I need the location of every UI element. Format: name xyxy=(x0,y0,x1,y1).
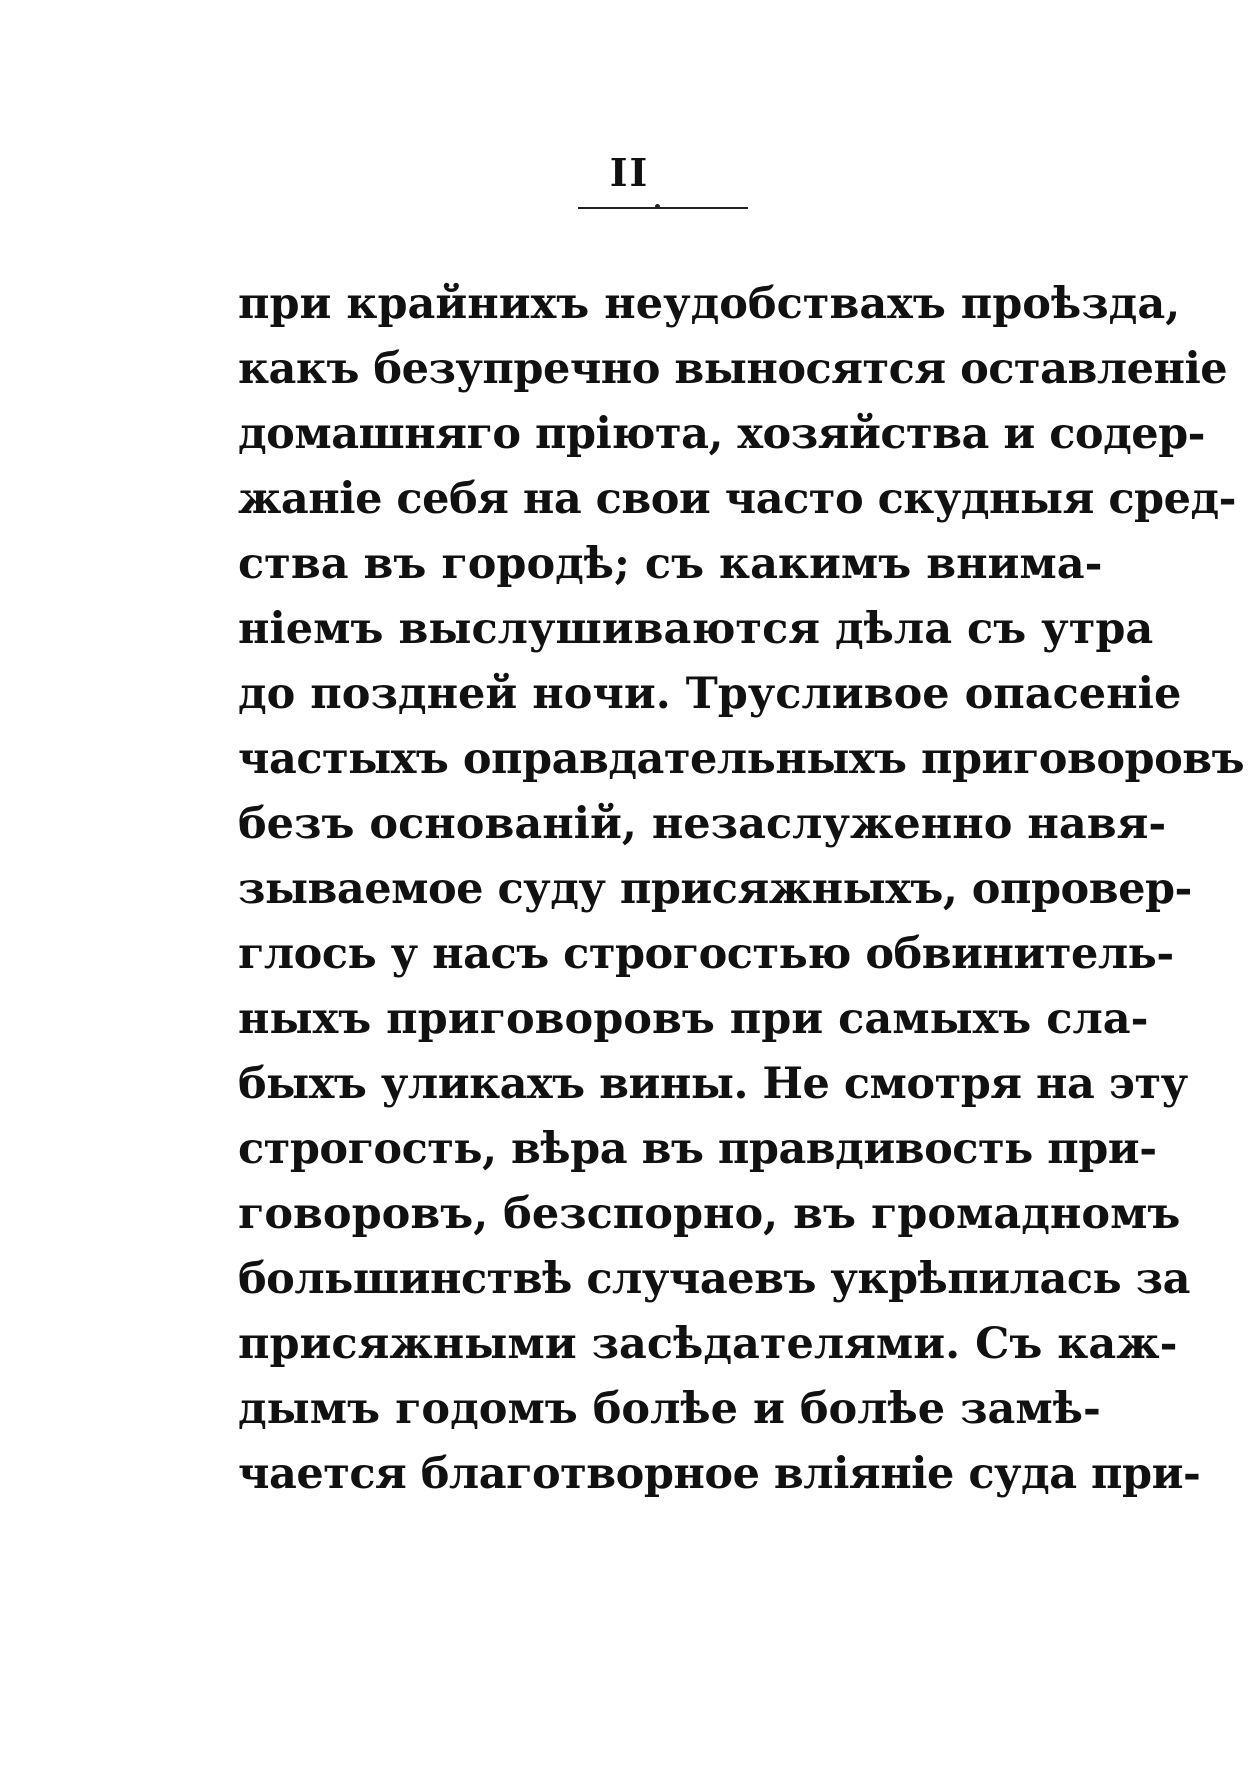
text-line: безъ основаній, незаслуженно навя- xyxy=(238,799,1167,849)
text-line: быхъ уликахъ вины. Не смотря на эту xyxy=(238,1059,1188,1109)
text-line: ніемъ выслушиваются дѣла съ утра xyxy=(238,604,1154,654)
text-line: жаніе себя на свои часто скудныя сред- xyxy=(238,474,1236,524)
text-line: домашняго пріюта, хозяйства и содер- xyxy=(238,409,1206,459)
text-line: зываемое суду присяжныхъ, опровер- xyxy=(238,864,1192,914)
header-rule xyxy=(578,207,748,209)
text-line: ныхъ приговоровъ при самыхъ сла- xyxy=(238,994,1149,1044)
text-line: при крайнихъ неудобствахъ проѣзда, xyxy=(238,279,1181,329)
body-text xyxy=(238,272,1245,1507)
header-rule-dot xyxy=(655,204,660,209)
text-line: какъ безупречно выносятся оставленіе xyxy=(238,344,1228,394)
text-line: большинствѣ случаевъ укрѣпилась за xyxy=(238,1254,1190,1304)
text-line: чается благотворное вліяніе суда при- xyxy=(238,1449,1201,1499)
text-line: говоровъ, безспорно, въ громадномъ xyxy=(238,1189,1181,1239)
text-line: глось у насъ строгостью обвинитель- xyxy=(238,929,1174,979)
text-line: присяжными засѣдателями. Съ каж- xyxy=(238,1319,1178,1369)
page-number: II xyxy=(609,150,650,195)
text-line: дымъ годомъ болѣе и болѣе замѣ- xyxy=(238,1384,1101,1434)
text-line: строгость, вѣра въ правдивость при- xyxy=(238,1124,1157,1174)
text-line: до поздней ночи. Трусливое опасеніе xyxy=(238,669,1182,719)
text-line: частыхъ оправдательныхъ приговоровъ xyxy=(238,734,1245,784)
text-line: ства въ городѣ; съ какимъ внима- xyxy=(238,539,1103,589)
